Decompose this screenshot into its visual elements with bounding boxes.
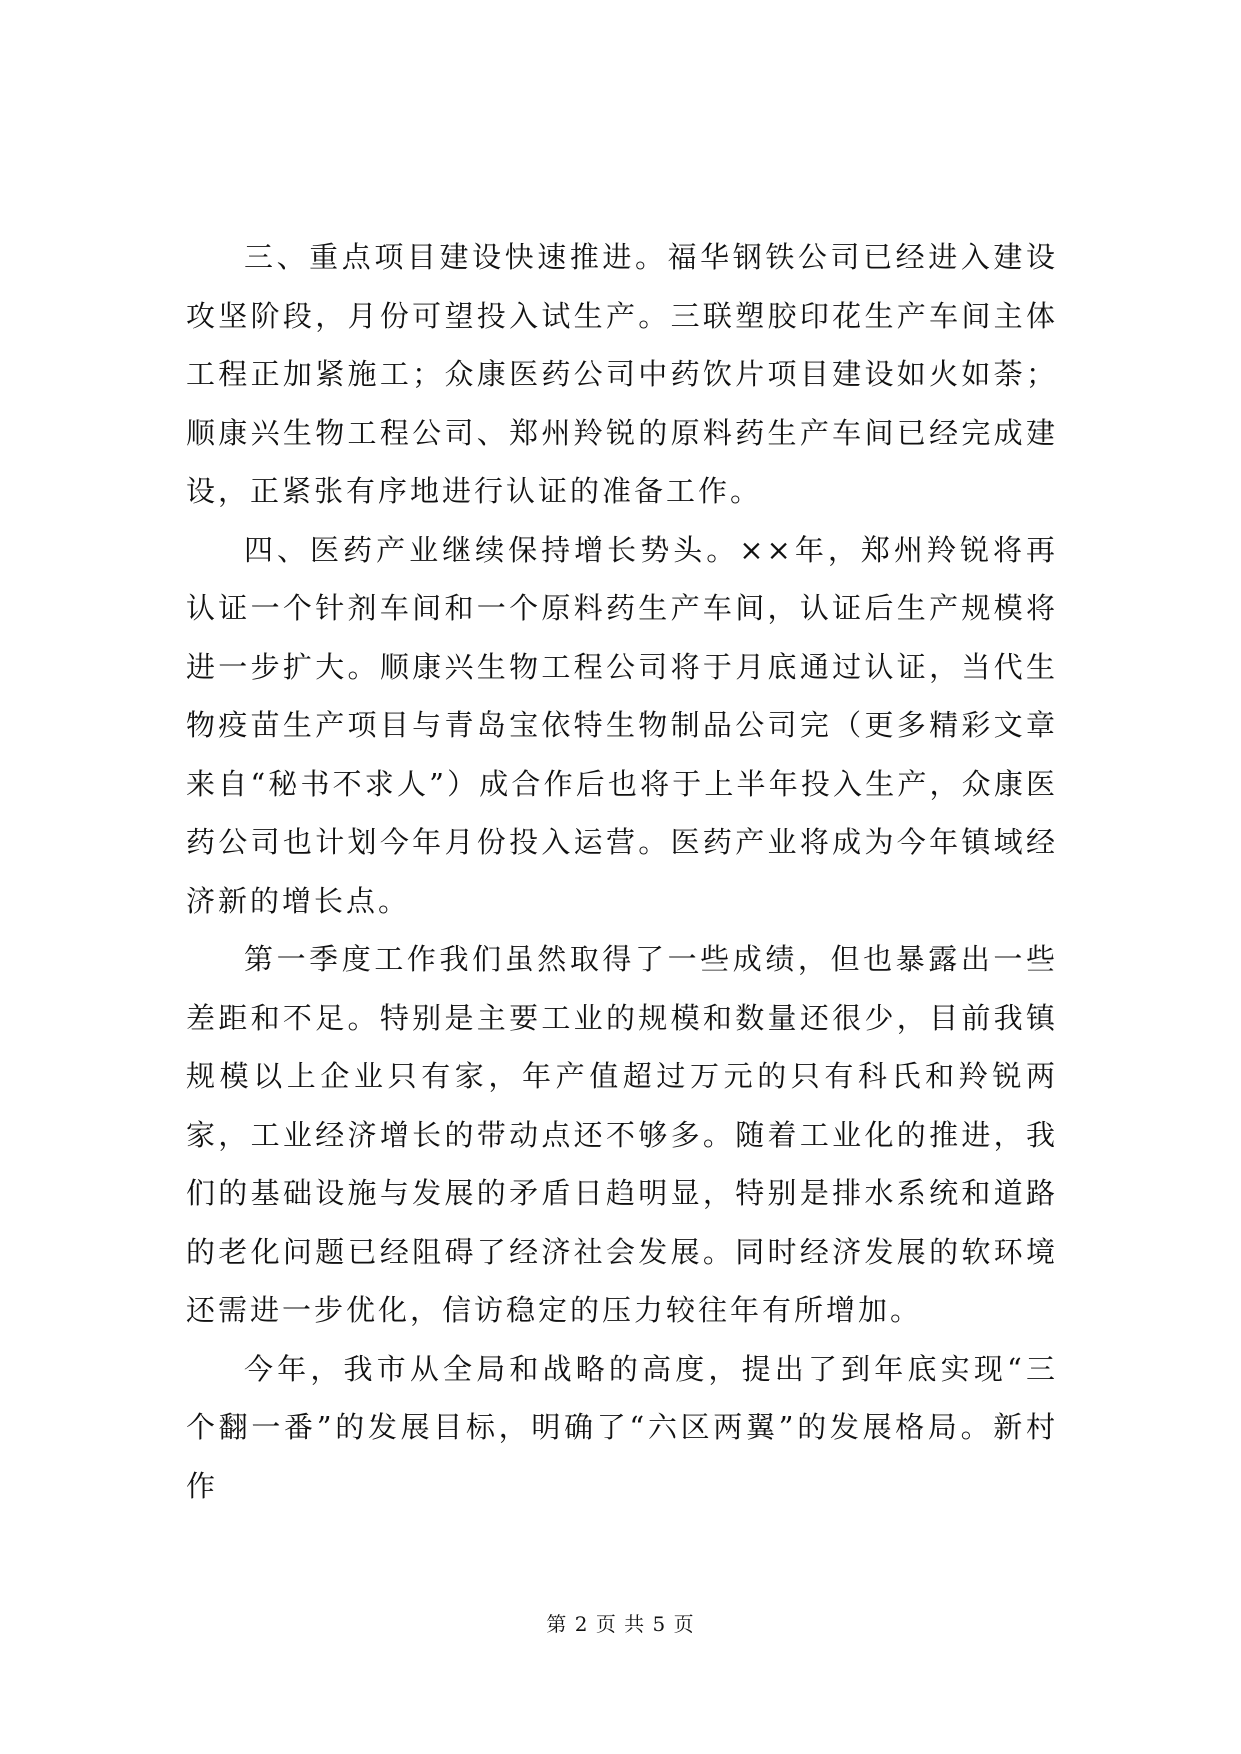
paragraph-first-quarter: 第一季度工作我们虽然取得了一些成绩，但也暴露出一些差距和不足。特别是主要工业的规模和数量还很少，目前我镇规模以上企业只有家，年产值超过万元的只有科氏和羚锐两家，工业经济增长的带动点还不够多。随着工业化的推进，我们的基础设施与发展的矛盾日趋明显，特别是排水系统和道路的老化问题已经阻碍了经济社会发展。同时经济发展的软环境还需进一步优化，信访稳定的压力较往年有所增加。: [186, 942, 1058, 1327]
page-number-footer: 第 2 页 共 5 页: [546, 1612, 695, 1636]
paragraph-pharma-industry: 四、医药产业继续保持增长势头。××年，郑州羚锐将再认证一个针剂车间和一个原料药生产车间，认证后生产规模将进一步扩大。顺康兴生物工程公司将于月底通过认证，当代生物疫苗生产项目与青岛宝依特生物制品公司完（更多精彩文章来自“秘书不求人”）成合作后也将于上半年投入生产，众康医药公司也计划今年月份投入运营。医药产业将成为今年镇域经济新的增长点。: [186, 532, 1058, 918]
paragraph-key-projects: 三、重点项目建设快速推进。福华钢铁公司已经进入建设攻坚阶段，月份可望投入试生产。三联塑胶印花生产车间主体工程正加紧施工；众康医药公司中药饮片项目建设如火如荼；顺康兴生物工程公司、郑州羚锐的原料药生产车间已经完成建设，正紧张有序地进行认证的准备工作。: [186, 240, 1058, 508]
paragraph-this-year: 今年，我市从全局和战略的高度，提出了到年底实现“三个翻一番”的发展目标，明确了“六区两翼”的发展格局。新村作: [186, 1351, 1058, 1503]
document-body: [186, 228, 1058, 1515]
